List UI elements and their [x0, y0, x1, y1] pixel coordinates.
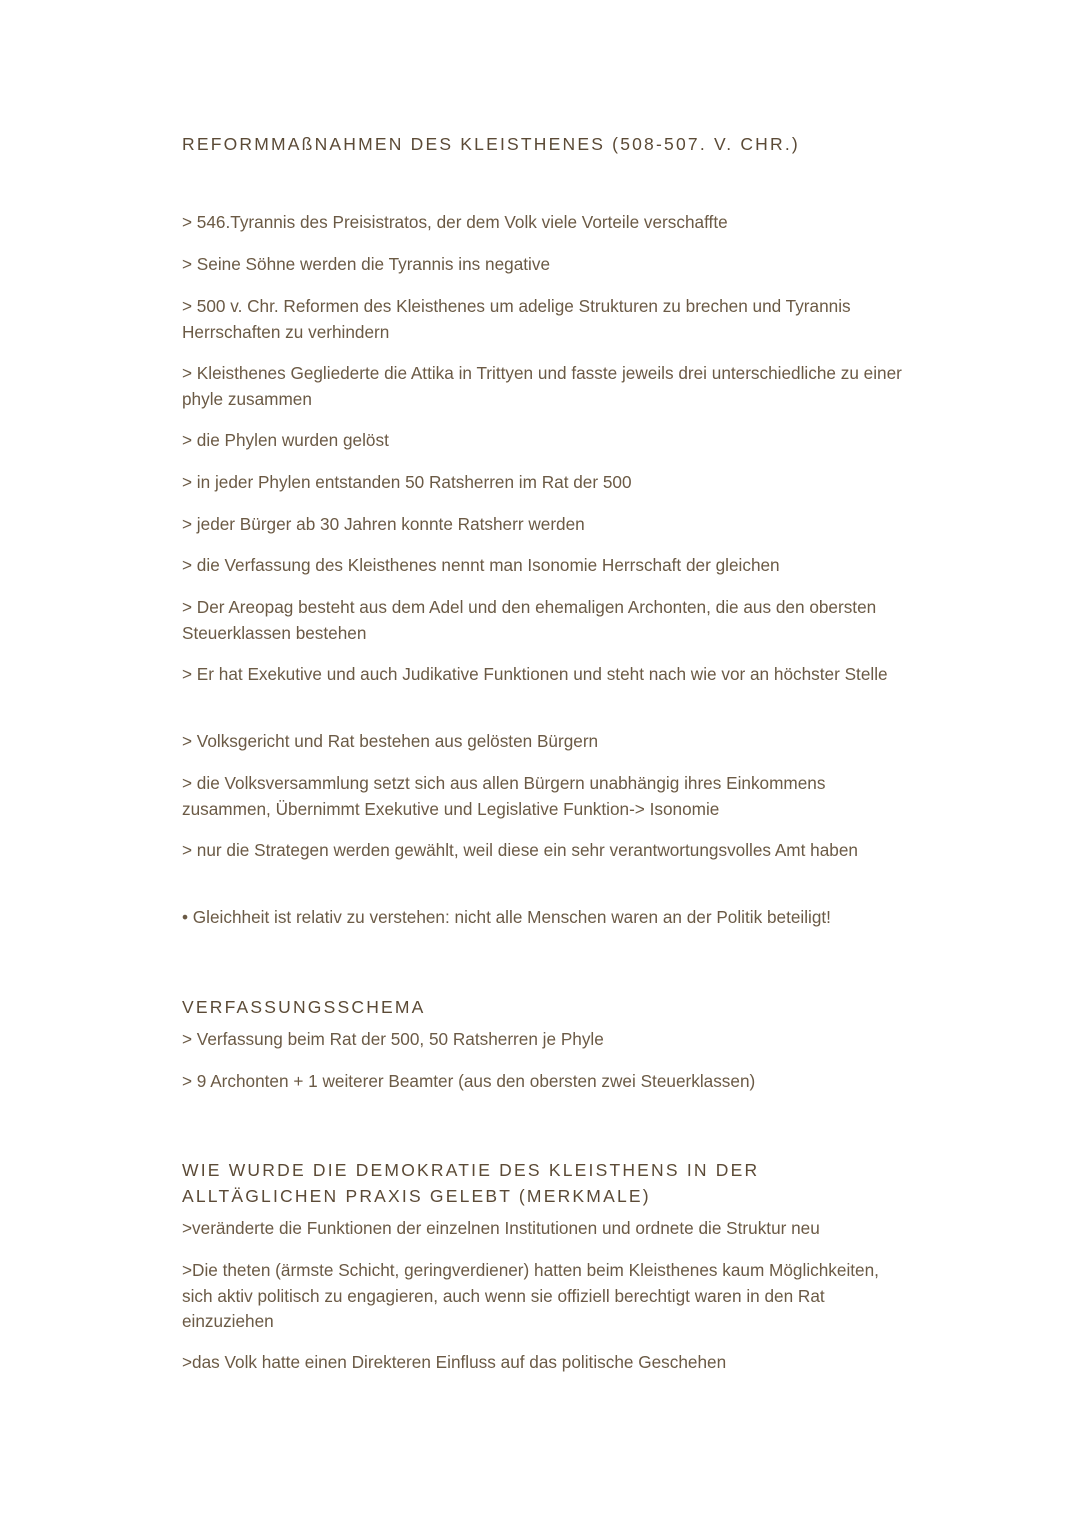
list-item: > Er hat Exekutive und auch Judikative Funktionen und steht nach wie vor an höchster Stelle	[182, 664, 888, 684]
list-item: > nur die Strategen werden gewählt, weil diese ein sehr verantwortungsvolles Amt haben	[182, 840, 858, 860]
section-heading-schema: VERFASSUNGSSCHEMA	[182, 997, 426, 1017]
list-item: > die Volksversammlung setzt sich aus allen Bürgern unabhängig ihres Einkommens zusammen, Übernimmt Exekutive und Legislative Funktion-> Isonomie	[182, 773, 826, 819]
list-item: >veränderte die Funktionen der einzelnen Institutionen und ordnete die Struktur neu	[182, 1218, 820, 1238]
section-heading-reforms: REFORMMAßNAHMEN DES KLEISTHENES (508-507. V. CHR.)	[182, 134, 800, 154]
list-item: > 546.Tyrannis des Preisistratos, der dem Volk viele Vorteile verschaffte	[182, 212, 728, 232]
list-item: > Der Areopag besteht aus dem Adel und den ehemaligen Archonten, die aus den obersten Steuerklassen bestehen	[182, 597, 877, 643]
list-item: > jeder Bürger ab 30 Jahren konnte Ratsherr werden	[182, 514, 585, 534]
list-item: > die Verfassung des Kleisthenes nennt man Isonomie Herrschaft der gleichen	[182, 555, 780, 575]
list-item: • Gleichheit ist relativ zu verstehen: nicht alle Menschen waren an der Politik beteiligt!	[182, 907, 831, 927]
list-item: >das Volk hatte einen Direkteren Einfluss auf das politische Geschehen	[182, 1352, 727, 1372]
list-item: > in jeder Phylen entstanden 50 Ratsherren im Rat der 500	[182, 472, 632, 492]
list-item: > Volksgericht und Rat bestehen aus gelösten Bürgern	[182, 731, 599, 751]
list-item: > Verfassung beim Rat der 500, 50 Ratsherren je Phyle	[182, 1029, 604, 1049]
list-item: > Kleisthenes Gegliederte die Attika in Trittyen und fasste jeweils drei unterschiedliche zu einer phyle zusammen	[182, 363, 902, 409]
list-item: > 9 Archonten + 1 weiterer Beamter (aus den obersten zwei Steuerklassen)	[182, 1071, 756, 1091]
list-item: > die Phylen wurden gelöst	[182, 430, 389, 450]
section-heading-practice: WIE WURDE DIE DEMOKRATIE DES KLEISTHENS IN DER ALLTÄGLICHEN PRAXIS GELEBT (MERKMALE)	[182, 1160, 760, 1206]
list-item: > 500 v. Chr. Reformen des Kleisthenes um adelige Strukturen zu brechen und Tyrannis Herrschaften zu verhindern	[182, 296, 851, 342]
list-item: >Die theten (ärmste Schicht, geringverdiener) hatten beim Kleisthenes kaum Möglichkeiten, sich aktiv politisch zu engagieren, auch wenn sie offiziell berechtigt waren in den Rat einzuziehen	[182, 1260, 879, 1331]
list-item: > Seine Söhne werden die Tyrannis ins negative	[182, 254, 551, 274]
